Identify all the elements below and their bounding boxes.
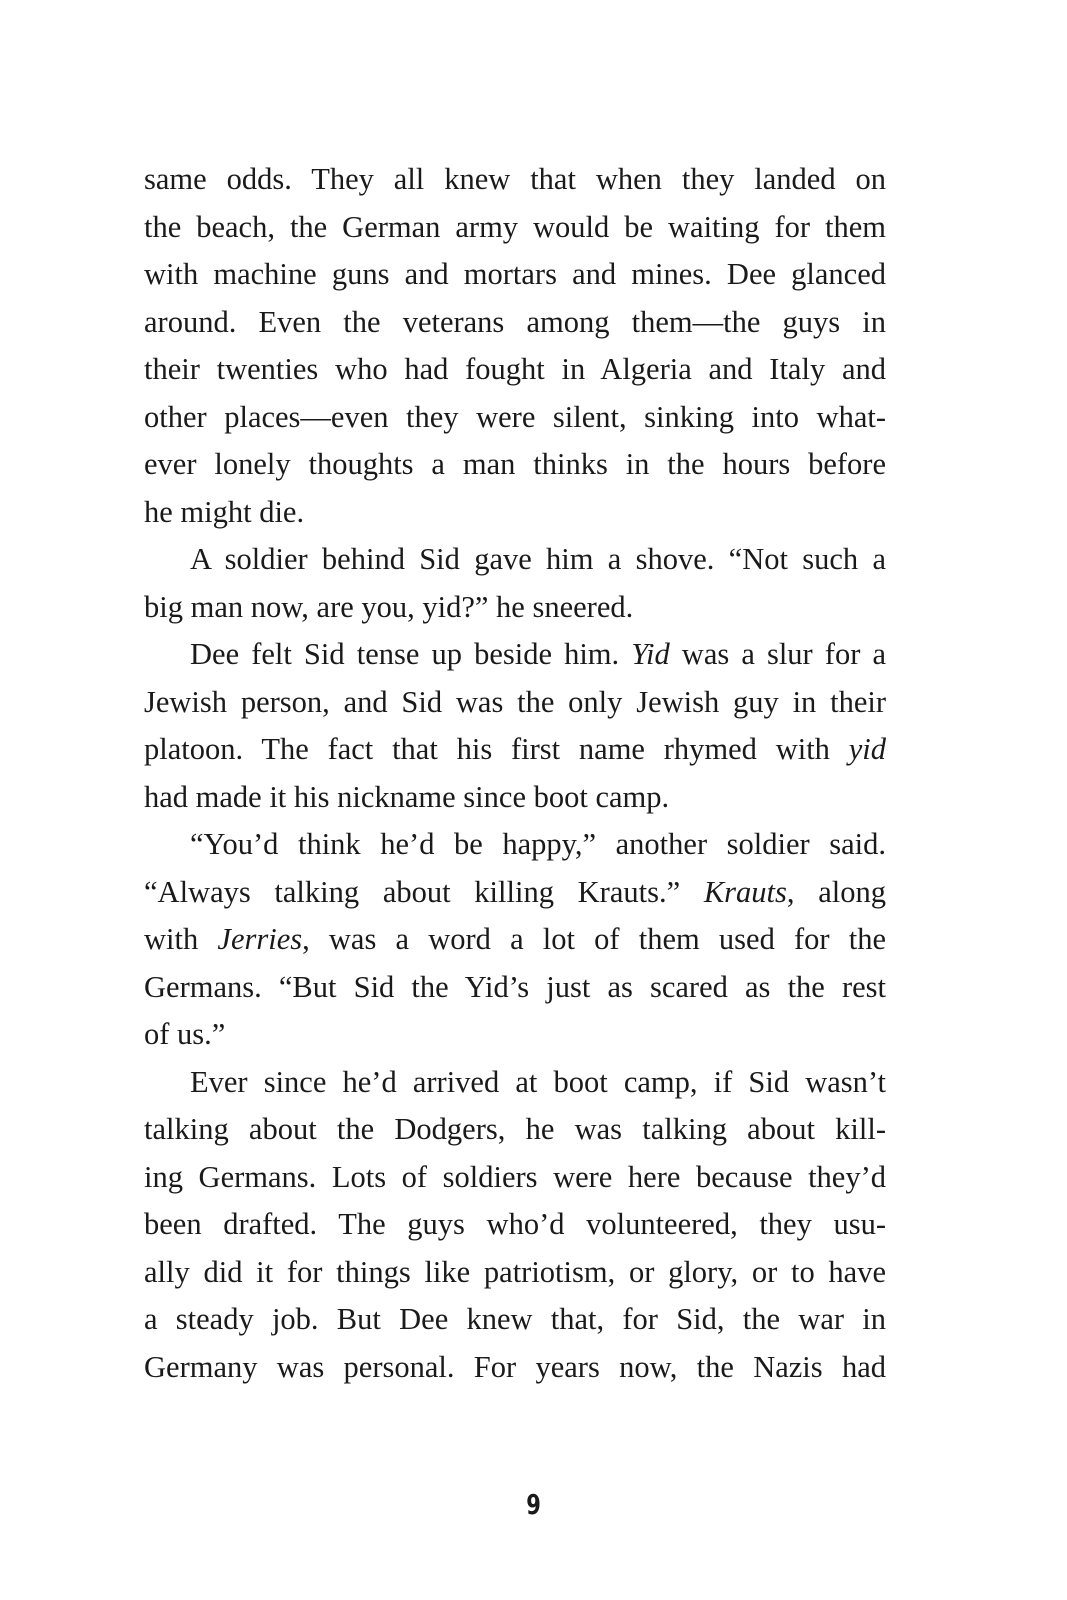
text-line: with machine guns and mortars and mines. Dee glanced: [144, 257, 886, 291]
text-line: around. Even the veterans among them—the guys in: [144, 304, 886, 339]
page-number: 9: [526, 1488, 541, 1521]
text-line: of us.”: [144, 1017, 226, 1051]
text-line: “You’d think he’d be happy,” another soldier said.: [190, 827, 886, 861]
text-line: Jewish person, and Sid was the only Jewish guy in their: [144, 684, 886, 719]
text-line: been drafted. The guys who’d volunteered, they usu-: [144, 1207, 886, 1241]
text-line: Germans. “But Sid the Yid’s just as scared as the rest: [144, 969, 886, 1004]
text-line: Germany was personal. For years now, the Nazis had: [144, 1349, 886, 1384]
italic-term: Krauts: [703, 874, 787, 909]
text-line: a steady job. But Dee knew that, for Sid, the war in: [144, 1302, 886, 1336]
text-line: ing Germans. Lots of soldiers were here because they’d: [144, 1159, 886, 1194]
text-line: big man now, are you, yid?” he sneered.: [144, 589, 634, 624]
body-text: [144, 156, 886, 1391]
text-line: A soldier behind Sid gave him a shove. “Not such a: [190, 542, 886, 576]
text-line: the beach, the German army would be waiting for them: [144, 209, 886, 244]
text-line: their twenties who had fought in Algeria and Italy and: [144, 352, 886, 386]
text-line: Ever since he’d arrived at boot camp, if Sid wasn’t: [190, 1064, 886, 1099]
text-line: ally did it for things like patriotism, or glory, or to have: [144, 1254, 886, 1289]
text-line: other places—even they were silent, sinking into what-: [144, 399, 886, 434]
text-line: with Jerries, was a word a lot of them used for the: [144, 922, 886, 956]
text-line: Dee felt Sid tense up beside him. Yid was a slur for a: [190, 637, 886, 671]
text-line: platoon. The fact that his first name rhymed with yid: [144, 732, 886, 766]
italic-term: Jerries: [217, 922, 303, 956]
text-line: had made it his nickname since boot camp.: [144, 779, 670, 814]
italic-term: Yid: [631, 637, 670, 671]
text-line: he might die.: [144, 494, 305, 529]
text-line: “Always talking about killing Krauts.” Krauts, along: [144, 874, 886, 909]
text-line: talking about the Dodgers, he was talking about kill-: [144, 1112, 886, 1146]
text-line: ever lonely thoughts a man thinks in the hours before: [144, 447, 886, 481]
text-line: same odds. They all knew that when they landed on: [144, 162, 886, 196]
italic-term: yid: [848, 732, 886, 766]
